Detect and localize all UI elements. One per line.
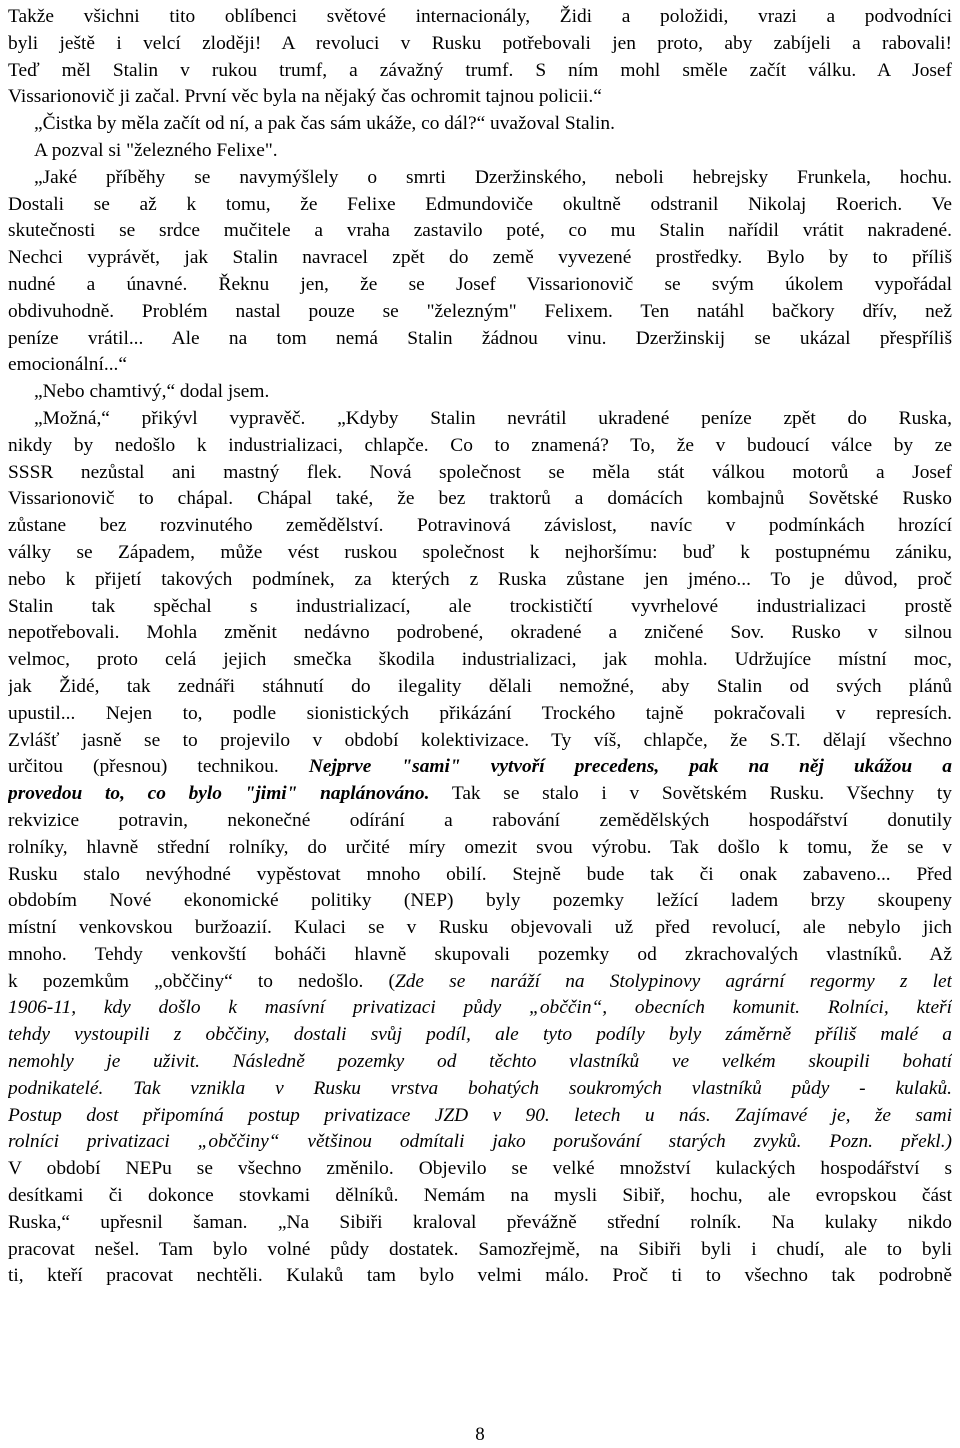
text-segment: jak Židé, tak zednáři stáhnutí do ilegality dělali nemožné, aby Stalin od svých plánů	[8, 675, 952, 697]
text-segment: 1906-11, kdy došlo k masívní privatizaci půdy „obččin“, obecních komunit. Rolníci, kteří	[8, 997, 952, 1019]
text-segment: obdivuhodně. Problém nastal pouze se "železným" Felixem. Ten natáhl bačkory dřív, než	[8, 300, 952, 322]
italic-segment: Zde se naráží na Stolypinovy agrární regormy z let	[394, 970, 952, 992]
text-segment: podnikatelé. Tak vznikla v Rusku vrstva bohatých soukromých vlastníků půdy - kulaků.	[8, 1077, 952, 1099]
body-text	[8, 4, 952, 1290]
text-line	[8, 111, 952, 138]
text-segment: Postup dost připomíná postup privatizace JZD v 90. letech u nás. Zajímavé je, že sami	[8, 1104, 952, 1126]
text-segment: nemohly je uživit. Následně pozemky od těchto vlastníků ve velkém skoupili bohatí	[8, 1051, 952, 1073]
text-segment: nebo k přijetí takových podmínek, za kterých z Ruska zůstane jen jméno... To je důvod, proč	[8, 568, 952, 590]
text-segment: V období NEPu se všechno změnilo. Objevilo se velké množství kulackých hospodářství s	[8, 1158, 952, 1180]
text-line	[8, 4, 952, 31]
text-segment: Vissarionovič ji začal. První věc byla na nějaký čas ochromit tajnou policii.“	[8, 86, 602, 108]
text-segment: určitou (přesnou) technikou.	[8, 756, 279, 778]
text-segment: války se Západem, může vést ruskou společnost k nejhoršímu: buď k postupnému zániku,	[8, 541, 952, 563]
text-line	[8, 433, 952, 460]
text-line	[8, 1237, 952, 1264]
text-line	[8, 781, 952, 808]
text-segment: Zvlášť jasně se to projevilo v období kolektivizace. Ty víš, chlapče, že S.T. dělají všechno	[8, 729, 952, 751]
text-line	[8, 379, 952, 406]
text-line	[8, 513, 952, 540]
text-line	[8, 995, 952, 1022]
text-line	[8, 1076, 952, 1103]
text-segment: k pozemkům „obččiny“ to nedošlo. (	[8, 970, 395, 992]
text-segment: Takže všichni tito oblíbenci světové internacionály, Židi a položidi, vrazi a podvodníci	[8, 6, 952, 27]
text-line	[8, 31, 952, 58]
text-segment: skutečnosti se srdce mučitele a vraha zastavilo poté, co mu Stalin nařídil vrátit nakradené.	[8, 220, 952, 242]
text-line	[8, 862, 952, 889]
text-line	[8, 165, 952, 192]
text-line	[8, 245, 952, 272]
text-line	[8, 138, 952, 165]
text-segment: Rusku stalo nevýhodné vypěstovat mnoho obilí. Stejně bude tak či onak zabaveno... Před	[8, 863, 952, 885]
text-line	[8, 1210, 952, 1237]
text-line	[8, 915, 952, 942]
text-segment: A pozval si "železného Felixe".	[34, 139, 278, 161]
text-segment: velmoc, proto celá jejich smečka škodila industrializaci, jak mohla. Udržujíce místní moc,	[8, 649, 952, 671]
text-segment: emocionální...“	[8, 354, 127, 376]
text-line	[8, 1103, 952, 1130]
text-line	[8, 84, 952, 111]
text-line	[8, 1049, 952, 1076]
text-segment: Ruska,“ upřesnil šaman. „Na Sibiři kraloval převážně střední rolník. Na kulaky nikdo	[8, 1211, 952, 1233]
text-segment: nepotřebovali. Mohla změnit nedávno podrobené, okradené a zničené Sov. Rusko v silnou	[8, 622, 952, 644]
text-segment: Stalin tak spěchal s industrializací, ale trockističtí vyvrhelové industrializaci prostě	[8, 595, 952, 617]
text-line	[8, 594, 952, 621]
text-line	[8, 942, 952, 969]
text-segment: rolníky, hlavně střední rolníky, do určité míry omezit svou výrobu. Tak došlo k tomu, že se v	[8, 836, 952, 858]
text-line	[8, 701, 952, 728]
text-line	[8, 835, 952, 862]
text-line	[8, 647, 952, 674]
text-segment: peníze vrátil... Ale na tom nemá Stalin žádnou vinu. Dzeržinskij se ukázal přespříliš	[8, 327, 952, 349]
text-segment: Tak se stalo i v Sovětském Rusku. Všechny ty	[451, 783, 952, 805]
text-segment: „Nebo chamtivý,“ dodal jsem.	[34, 381, 270, 403]
text-line	[8, 754, 952, 781]
text-segment: nikdy by nedošlo k industrializaci, chlapče. Co to znamená? To, že v budoucí válce by ze	[8, 434, 952, 456]
text-segment: „Jaké příběhy se navymýšlely o smrti Dzeržinského, neboli hebrejsky Frunkela, hochu.	[34, 166, 952, 188]
text-line	[8, 406, 952, 433]
text-line	[8, 352, 952, 379]
text-segment: byli ještě i velcí zloději! A revoluci v Rusku potřebovali jen proto, aby zabíjeli a rabovali!	[8, 32, 952, 54]
text-line	[8, 299, 952, 326]
text-line	[8, 218, 952, 245]
text-segment: Nechci vyprávět, jak Stalin navracel zpět do země vyvezené prostředky. Bylo by to příliš	[8, 247, 952, 269]
text-line	[8, 808, 952, 835]
text-segment: mnoho. Tehdy venkovští boháči hlavně skupovali pozemky od zkrachovalých vlastníků. Až	[8, 943, 952, 965]
page-number: 8	[475, 1424, 485, 1445]
text-line	[8, 540, 952, 567]
text-line	[8, 326, 952, 353]
text-segment: rolníci privatizaci „obččiny“ většinou odmítali jako porušování starých zvyků. Pozn. překl.)	[8, 1131, 952, 1153]
text-line	[8, 1129, 952, 1156]
text-segment: obdobím Nové ekonomické politiky (NEP) byly pozemky ležící ladem brzy skoupeny	[8, 890, 952, 912]
text-line	[8, 1156, 952, 1183]
text-segment: tehdy vystoupili z obččiny, dostali svůj podíl, ale tyto podíly byly záměrně příliš malé a	[8, 1024, 952, 1046]
text-line	[8, 1022, 952, 1049]
text-segment: SSSR nezůstal ani mastný flek. Nová společnost se měla stát válkou motorů a Josef	[8, 461, 952, 483]
text-segment: nudné a únavné. Řeknu jen, že se Josef Vissarionovič se svým úkolem vypořádal	[8, 273, 952, 295]
text-segment: „Čistka by měla začít od ní, a pak čas sám ukáže, co dál?“ uvažoval Stalin.	[34, 113, 615, 135]
text-segment: pracovat nešel. Tam bylo volné půdy dostatek. Samozřejmě, na Sibiři byli i chudí, ale to byli	[8, 1238, 952, 1260]
text-segment: desítkami či dokonce stovkami dělníků. Nemám na mysli Sibiř, hochu, ale evropskou část	[8, 1185, 952, 1207]
text-line	[8, 460, 952, 487]
text-line	[8, 192, 952, 219]
text-line	[8, 58, 952, 85]
text-line	[8, 486, 952, 513]
text-segment: ti, kteří pracovat nechtěli. Kulaků tam bylo velmi málo. Proč ti to všechno tak podrobně	[8, 1265, 952, 1287]
text-segment: upustil... Nejen to, podle sionistických přikázání Trockého tajně pokračovali v represích.	[8, 702, 952, 724]
emphasis-segment: provedou to, co bylo "jimi" naplánováno.	[8, 783, 430, 805]
text-segment: místní venkovskou buržoazií. Kulaci se v Rusku objevovali už před revolucí, ale nebylo jich	[8, 917, 952, 939]
text-line	[8, 620, 952, 647]
text-segment: Vissarionovič to chápal. Chápal také, že bez traktorů a domácích kombajnů Sovětské Rusko	[8, 488, 952, 510]
text-segment: Teď měl Stalin v rukou trumf, a závažný trumf. S ním mohl směle začít válku. A Josef	[8, 59, 952, 81]
text-line	[8, 272, 952, 299]
emphasis-segment: Nejprve "sami" vytvoří precedens, pak na něj ukážou a	[308, 756, 952, 778]
text-line	[8, 567, 952, 594]
text-line	[8, 1183, 952, 1210]
text-segment: Dostali se až k tomu, že Felixe Edmundoviče okultně odstranil Nikolaj Roerich. Ve	[8, 193, 952, 215]
text-line	[8, 728, 952, 755]
text-segment: „Možná,“ přikývl vypravěč. „Kdyby Stalin nevrátil ukradené peníze zpět do Ruska,	[34, 407, 952, 429]
text-segment: zůstane bez rozvinutého zemědělství. Potravinová závislost, navíc v podmínkách hrozící	[8, 515, 952, 537]
text-line	[8, 969, 952, 996]
text-line	[8, 1263, 952, 1290]
text-line	[8, 888, 952, 915]
text-segment: rekvizice potravin, nekonečné odírání a rabování zemědělských hospodářství donutily	[8, 809, 952, 831]
text-line	[8, 674, 952, 701]
